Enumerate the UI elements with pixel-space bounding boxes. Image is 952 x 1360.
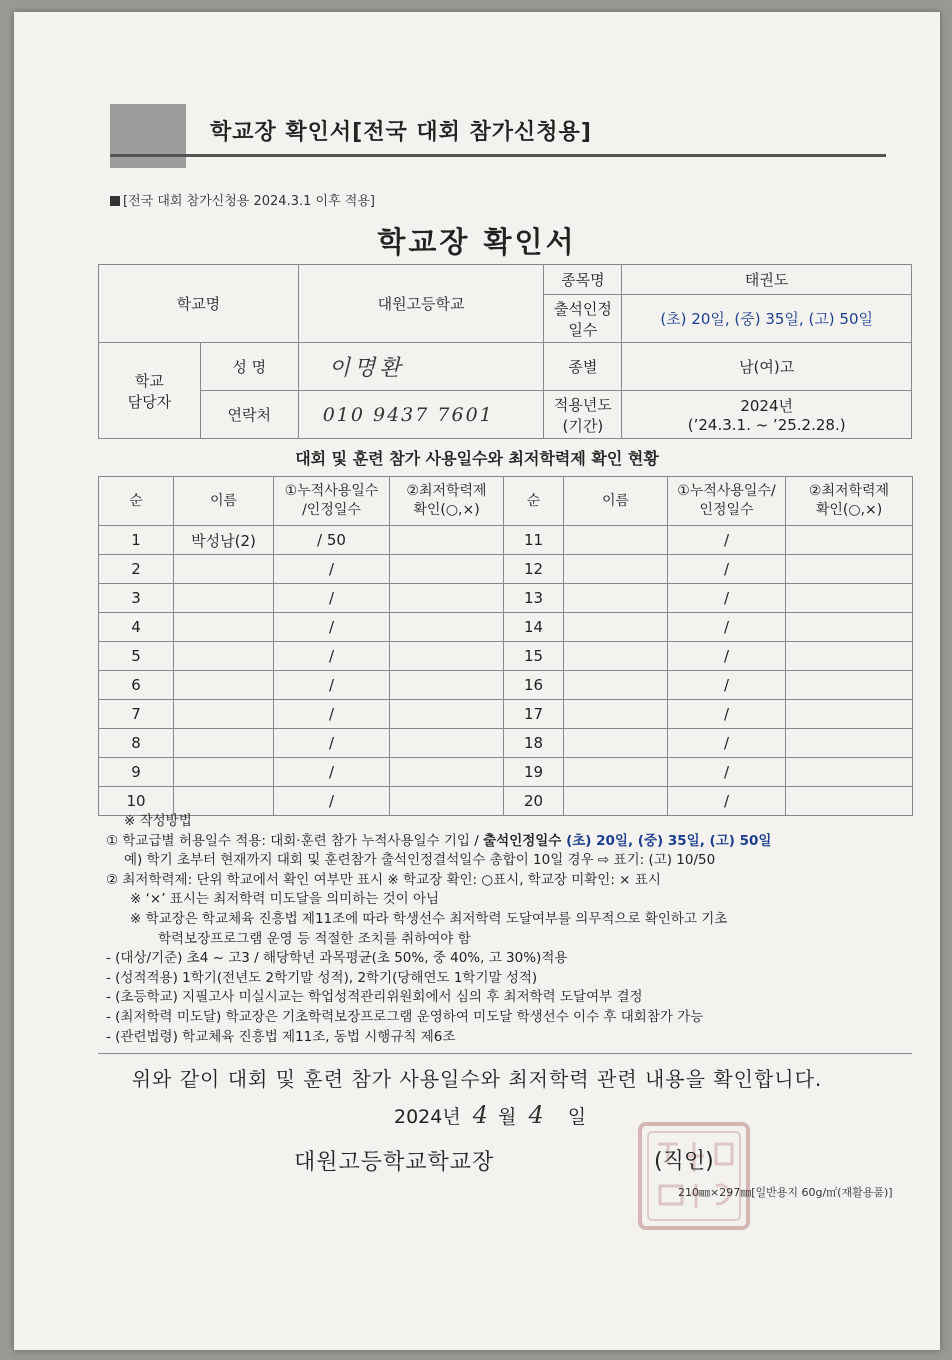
note-2-a: ※ ‘×’ 표시는 최저학력 미도달을 의미하는 것이 아님	[130, 891, 440, 908]
manager-name-label: 성 명	[200, 343, 298, 391]
cell-name	[564, 671, 668, 700]
col-no-right: 순	[504, 477, 564, 526]
cell-no: 7	[99, 700, 174, 729]
cell-days: /	[274, 787, 390, 816]
table-row	[99, 613, 913, 642]
document-page	[14, 12, 940, 1350]
square-bullet-icon	[110, 196, 120, 206]
cell-check	[786, 526, 913, 555]
table-row	[99, 642, 913, 671]
confirmation-statement: 위와 같이 대회 및 훈련 참가 사용일수와 최저학력 관련 내용을 확인합니다.	[131, 1067, 823, 1091]
detail-1: - (대상/기준) 초4 ~ 고3 / 해당학년 과목평균(초 50%, 중 40%, 고 30%)적용	[106, 950, 568, 967]
table-row	[99, 729, 913, 758]
cell-name	[564, 758, 668, 787]
col-check: ②최저학력제 확인(○,×)	[390, 477, 504, 526]
cell-check	[390, 642, 504, 671]
detail-4: - (최저학력 미도달) 학교장은 기초학력보장프로그램 운영하여 미도달 학생선수 이수 후 대회참가 가능	[106, 1008, 704, 1025]
table-row	[99, 555, 913, 584]
cell-name	[564, 555, 668, 584]
cell-name	[564, 642, 668, 671]
detail-5: - (관련법령) 학교체육 진흥법 제11조, 동법 시행규칙 제6조	[106, 1028, 456, 1045]
cell-no: 19	[504, 758, 564, 787]
cell-name	[174, 671, 274, 700]
cell-check	[390, 584, 504, 613]
note-1-example: 예) 학기 초부터 현재까지 대회 및 훈련참가 출석인정결석일수 총합이 10일 경우 ⇨ 표기: (고) 10/50	[124, 852, 716, 869]
year-value: 2024년 (’24.3.1. ~ ’25.2.28.)	[622, 391, 912, 439]
note-2-b-cont: 학력보장프로그램 운영 등 적절한 조치를 취하여야 함	[158, 930, 471, 947]
cell-check	[786, 555, 913, 584]
cell-days: /	[668, 526, 786, 555]
cell-days: /	[668, 642, 786, 671]
cell-name	[564, 700, 668, 729]
cell-name	[174, 758, 274, 787]
header-title: 학교장 확인서[전국 대회 참가신청용]	[210, 120, 592, 145]
col-name: 이름	[174, 477, 274, 526]
seal-label: (직인)	[654, 1149, 714, 1174]
instructions	[106, 812, 926, 1047]
cell-name	[174, 729, 274, 758]
cell-no: 8	[99, 729, 174, 758]
cell-days: /	[274, 584, 390, 613]
cell-no: 2	[99, 555, 174, 584]
cell-no: 4	[99, 613, 174, 642]
cell-name	[174, 613, 274, 642]
manager-label: 학교 담당자	[99, 343, 201, 439]
note-2-b: ※ 학교장은 학교체육 진흥법 제11조에 따라 학생선수 최저학력 도달여부를 의무적으로 확인하고 기초	[130, 910, 728, 927]
cell-no: 5	[99, 642, 174, 671]
header-gray-block	[110, 104, 186, 168]
cell-name	[174, 700, 274, 729]
cell-check	[786, 729, 913, 758]
cell-days: /	[668, 758, 786, 787]
cell-check	[390, 758, 504, 787]
cell-name	[564, 584, 668, 613]
cell-days: /	[274, 700, 390, 729]
cell-days: /	[668, 613, 786, 642]
col-name-right: 이름	[564, 477, 668, 526]
cell-no: 16	[504, 671, 564, 700]
cell-days: /	[274, 758, 390, 787]
cell-check	[786, 642, 913, 671]
table-row	[99, 584, 913, 613]
signer-name: 대원고등학교학교장	[294, 1150, 495, 1175]
detail-2: - (성적적용) 1학기(전년도 2학기말 성적), 2학기(당해연도 1학기말 성적)	[106, 969, 538, 986]
school-name-label: 학교명	[99, 265, 299, 343]
cell-name	[174, 584, 274, 613]
document-title: 학교장 확인서	[377, 225, 577, 259]
contact-label: 연락처	[200, 391, 298, 439]
cell-check	[390, 671, 504, 700]
cell-check	[786, 584, 913, 613]
cell-name	[564, 526, 668, 555]
cell-days: /	[668, 671, 786, 700]
col-no: 순	[99, 477, 174, 526]
table-row	[99, 526, 913, 555]
cell-days: /	[274, 555, 390, 584]
cell-no: 11	[504, 526, 564, 555]
cell-no: 12	[504, 555, 564, 584]
cell-check	[786, 671, 913, 700]
col-days-right: ①누적사용일수/ 인정일수	[668, 477, 786, 526]
cell-no: 1	[99, 526, 174, 555]
contact-value: 010 9437 7601	[298, 391, 544, 439]
cell-days: /	[274, 642, 390, 671]
cell-name	[174, 642, 274, 671]
participation-status-table	[98, 476, 913, 816]
cell-days: /	[668, 584, 786, 613]
year-label: 적용년도 (기간)	[544, 391, 622, 439]
cell-days: /	[668, 555, 786, 584]
official-seal-icon	[634, 1120, 754, 1232]
attendance-value: (초) 20일, (중) 35일, (고) 50일	[622, 295, 912, 343]
cell-check	[786, 613, 913, 642]
issue-date: 2024년 4 월 4 일	[394, 1101, 587, 1129]
subheading: [전국 대회 참가신청용 2024.3.1 이후 적용]	[110, 190, 375, 209]
cell-name	[564, 613, 668, 642]
cell-days: /	[668, 729, 786, 758]
cell-check	[786, 700, 913, 729]
cell-days: /	[274, 671, 390, 700]
cell-no: 13	[504, 584, 564, 613]
cell-days: / 50	[274, 526, 390, 555]
cell-no: 9	[99, 758, 174, 787]
paper-spec-footer: 210㎜×297㎜[일반용지 60g/㎡(재활용품)]	[678, 1186, 893, 1199]
manager-name-value: 이명환	[298, 343, 544, 391]
cell-name: 박성남(2)	[174, 526, 274, 555]
col-days: ①누적사용일수 /인정일수	[274, 477, 390, 526]
status-table-caption: 대회 및 훈련 참가 사용일수와 최저학력제 확인 현황	[295, 449, 659, 468]
table-row	[99, 671, 913, 700]
cell-no: 18	[504, 729, 564, 758]
status-table-body	[99, 526, 913, 816]
attendance-label: 출석인정 일수	[544, 295, 622, 343]
cell-no: 17	[504, 700, 564, 729]
school-name-value: 대원고등학교	[298, 265, 544, 343]
cell-check	[390, 700, 504, 729]
cell-check	[390, 729, 504, 758]
notes-divider	[98, 1053, 912, 1054]
table-row	[99, 758, 913, 787]
cell-check	[390, 555, 504, 584]
col-check-right: ②최저학력제 확인(○,×)	[786, 477, 913, 526]
cell-check	[390, 526, 504, 555]
detail-3: - (초등학교) 지필고사 미실시교는 학업성적관리위원회에서 심의 후 최저학력 도달여부 결정	[106, 989, 643, 1006]
cell-no: 3	[99, 584, 174, 613]
school-info-table	[98, 264, 912, 439]
cell-no: 10	[99, 787, 174, 816]
cell-check	[786, 758, 913, 787]
sport-value: 태권도	[622, 265, 912, 295]
cell-name	[174, 555, 274, 584]
header-underline	[110, 154, 886, 157]
gender-label: 종별	[544, 343, 622, 391]
notes-heading: ※ 작성방법	[124, 813, 192, 829]
cell-days: /	[274, 729, 390, 758]
gender-value: 남(여)고	[622, 343, 912, 391]
cell-days: /	[668, 787, 786, 816]
cell-name	[564, 729, 668, 758]
cell-no: 20	[504, 787, 564, 816]
cell-no: 14	[504, 613, 564, 642]
table-row	[99, 700, 913, 729]
cell-days: /	[274, 613, 390, 642]
cell-no: 15	[504, 642, 564, 671]
note-2: ② 최저학력제: 단위 학교에서 확인 여부만 표시 ※ 학교장 확인: ○표시, 학교장 미확인: × 표시	[106, 871, 661, 888]
sport-label: 종목명	[544, 265, 622, 295]
note-1: ① 학교급별 허용일수 적용: 대회·훈련 참가 누적사용일수 기입 / 출석인정일수 (초) 20일, (중) 35일, (고) 50일	[106, 832, 772, 849]
cell-no: 6	[99, 671, 174, 700]
cell-check	[390, 613, 504, 642]
cell-days: /	[668, 700, 786, 729]
